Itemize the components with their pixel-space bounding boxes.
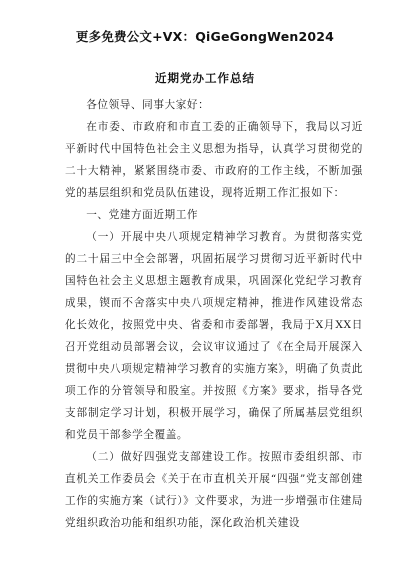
salutation: 各位领导、同事大家好： [86,99,210,111]
paragraph-party-branch: （二）做好四强党支部建设工作。按照市委组织部、市直机关工作委员会《关于在市直机关开展“四强”党支部创建工作的实施方案（试行）》文件要求，为进一步增强市住建局党组织政治功能和组织功能，深化政治机关建设 [65,451,363,529]
intro-paragraph: 在市委、市政府和市直工委的正确领导下，我局以习近平新时代中国特色社会主义思想为指导，认真学习贯彻党的二十大精神，紧紧围绕市委、市政府的工作主线，不断加强党的基层组织和党员队伍建设，现将近期工作汇报如下： [65,121,363,199]
document-body [65,94,363,534]
document-title: 近期党办工作总结 [155,71,255,85]
watermark-header: 更多免费公文+VX：QiGeGongWen2024 [75,29,335,44]
section-heading: 一、党建方面近期工作 [86,209,199,221]
paragraph-study-education: （一）开展中央八项规定精神学习教育。为贯彻落实党的二十届三中全会部署，巩固拓展学习贯彻习近平新时代中国特色社会主义思想主题教育成果，巩固深化党纪学习教育成果，锲而不舍落实中央八项规定精神，推进作风建设常态化长效化，按照党中央、省委和市委部署，我局于X月XX日召开党组动员部署会议，会议审议通过了《在全局开展深入贯彻中央八项规定精神学习教育的实施方案》，明确了负责此项工作的分管领导和股室。并按照《方案》要求，指导各党支部制定学习计划，积极开展学习，确保了所属基层党组织和党员干部参学全覆盖。 [65,231,363,441]
